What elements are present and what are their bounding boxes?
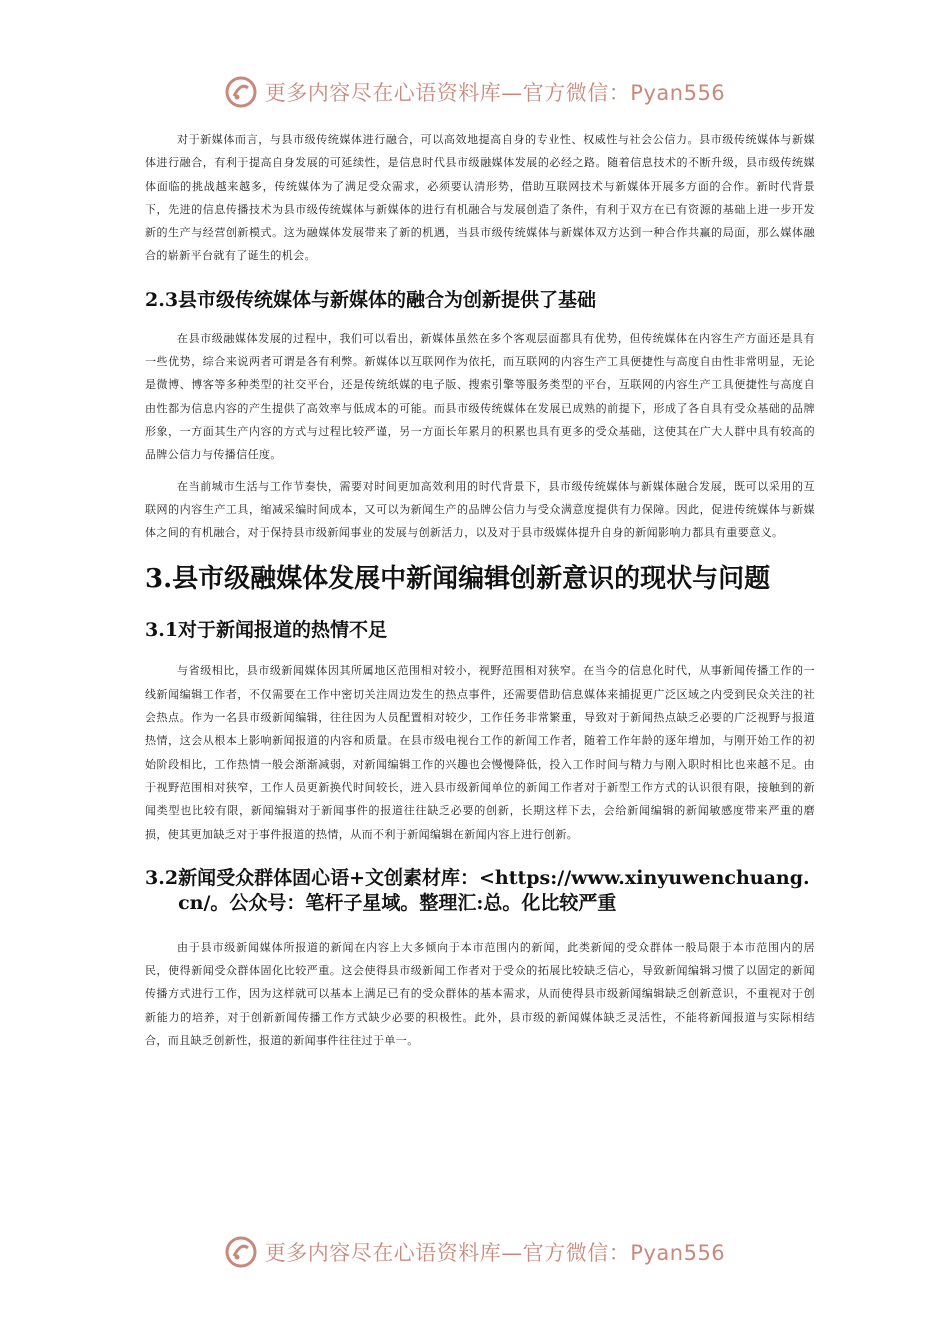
seal-logo-icon: [225, 1236, 257, 1268]
section-heading-3-1: 3.1对于新闻报道的热情不足: [145, 619, 388, 642]
heading-number: 3.2: [145, 866, 179, 889]
section-heading-3: 3.县市级融媒体发展中新闻编辑创新意识的现状与问题: [145, 564, 771, 595]
section-heading-2-3: 2.3县市级传统媒体与新媒体的融合为创新提供了基础: [145, 288, 597, 311]
section-heading-3-2: [145, 866, 815, 916]
footer-banner: [0, 1232, 950, 1272]
paragraph: 对于新媒体而言，与县市级传统媒体进行融合，可以高效地提高自身的专业性、权威性与社会公信力。县市级传统媒体与新媒体进行融合，有利于提高自身发展的可延续性，是信息时代县市级融媒体发展的必经之路。随着信息技术的不断升级，县市级传统媒体面临的挑战越来越多，传统媒体为了满足受众需求，必须要认清形势，借助互联网技术与新媒体开展多方面的合作。新时代背景下，先进的信息传播技术为县市级传统媒体与新媒体的进行有机融合与发展创造了条件，有利于双方在已有资源的基础上进一步开发新的生产与经营创新模式。这为融媒体发展带来了新的机遇，当县市级传统媒体与新媒体双方达到一种合作共赢的局面，那么媒体融合的崭新平台就有了诞生的机会。: [145, 133, 815, 263]
paragraph: 在县市级融媒体发展的过程中，我们可以看出，新媒体虽然在多个客观层面都具有优势，但传统媒体在内容生产方面还是具有一些优势，综合来说两者可谓是各有利弊。新媒体以互联网作为依托，而互联网的内容生产工具便捷性与高度自由性非常明显，无论是微博、博客等多种类型的社交平台，还是传统纸媒的电子版、搜索引擎等服务类型的平台，互联网的内容生产工具便捷性与高度自由性都为信息内容的产生提供了高效率与低成本的可能。而县市级传统媒体在发展已成熟的前提下，形成了各自具有受众基础的品牌形象，一方面其生产内容的方式与过程比较严谨，另一方面长年累月的积累也具有更多的受众基础，这使其在广大人群中具有较高的品牌公信力与传播信任度。: [145, 331, 815, 462]
heading-text: 新闻受众群体固心语+文创素材库：<https://www.xinyuwenchuang.cn/。公众号：笔杆子星域。整理汇:总。化比较严重: [178, 866, 810, 914]
banner-text: 更多内容尽在心语资料库—官方微信：Pyan556: [264, 81, 726, 105]
header-banner: [0, 72, 950, 112]
paragraph: 由于县市级新闻媒体所报道的新闻在内容上大多倾向于本市范围内的新闻，此类新闻的受众群体一般局限于本市范围内的居民，使得新闻受众群体固化比较严重。这会使得县市级新闻工作者对于受众的拓展比较缺乏信心，导致新闻编辑习惯了以固定的新闻传播方式进行工作，因为这样就可以基本上满足已有的受众群体的基本需求，从而使得县市级新闻编辑缺乏创新意识，不重视对于创新能力的培养，对于创新新闻传播工作方式缺少必要的积极性。此外，县市级的新闻媒体缺乏灵活性，不能将新闻报道与实际相结合，而且缺乏创新性，报道的新闻事件往往过于单一。: [145, 940, 815, 1048]
document-body: [145, 128, 815, 1052]
paragraph: 与省级相比，县市级新闻媒体因其所属地区范围相对较小，视野范围相对狭窄。在当今的信息化时代，从事新闻传播工作的一线新闻编辑工作者，不仅需要在工作中密切关注周边发生的热点事件，还需要借助信息媒体来捕捉更广泛区域之内受到民众关注的社会热点。作为一名县市级新闻编辑，往往因为人员配置相对较少，工作任务非常繁重，导致对于新闻热点缺乏必要的广泛视野与报道热情，这会从根本上影响新闻报道的内容和质量。在县市级电视台工作的新闻工作者，随着工作年龄的逐年增加，与刚开始工作的初始阶段相比，工作热情一般会渐渐减弱，对新闻编辑工作的兴趣也会慢慢降低，投入工作时间与精力与刚入职时相比也来越不足。由于视野范围相对狭窄，工作人员更新换代时间较长，进入县市级新闻单位的新闻工作者对于新型工作方式的认识很有限，接触到的新闻类型也比较有限，新闻编辑对于新闻事件的报道往往缺乏必要的创新，长期这样下去，会给新闻编辑的新闻敏感度带来严重的磨损，使其更加缺乏对于事件报道的热情，从而不利于新闻编辑在新闻内容上进行创新。: [145, 664, 815, 841]
paragraph: 在当前城市生活与工作节奏快，需要对时间更加高效利用的时代背景下，县市级传统媒体与新媒体融合发展，既可以采用的互联网的内容生产工具，缩减采编时间成本，又可以为新闻生产的品牌公信力与受众满意度提供有力保障。因此，促进传统媒体与新媒体之间的有机融合，对于保持县市级新闻事业的发展与创新活力，以及对于县市级媒体提升自身的新闻影响力都具有重要意义。: [145, 479, 815, 540]
banner-text: 更多内容尽在心语资料库—官方微信：Pyan556: [264, 1241, 726, 1265]
seal-logo-icon: [225, 76, 257, 108]
